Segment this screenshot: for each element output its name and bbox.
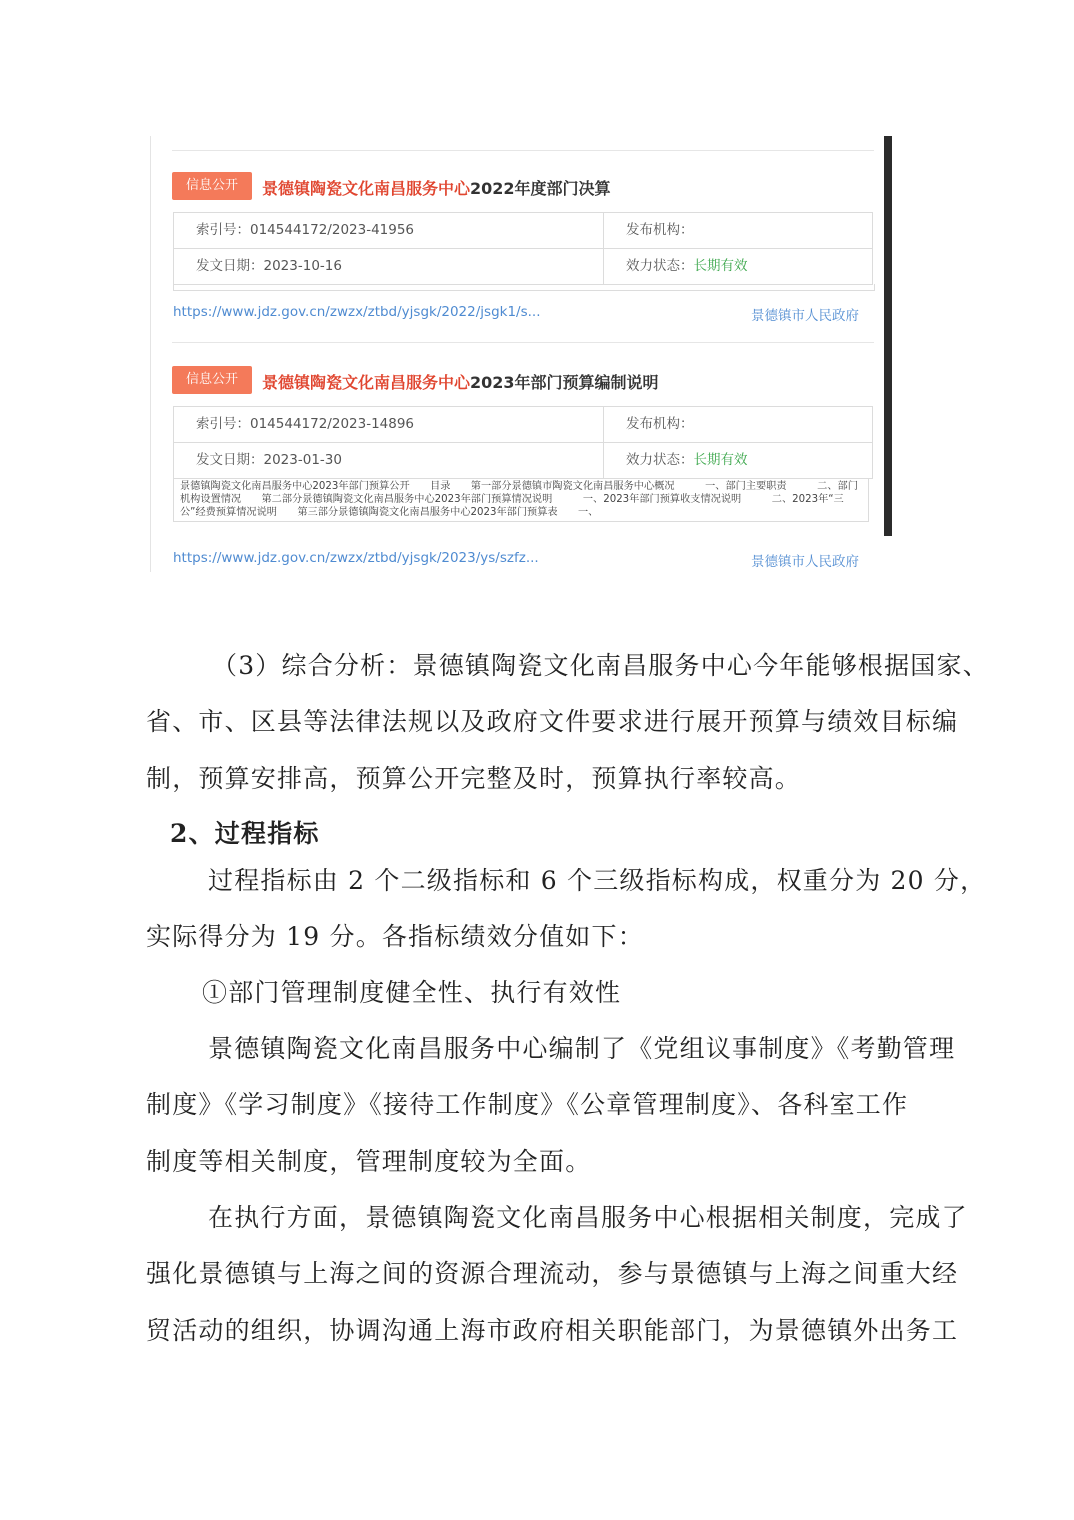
search-result <box>172 364 874 570</box>
issue-date: 发文日期：2023-10-16 <box>174 249 604 284</box>
scrollbar[interactable] <box>884 136 892 536</box>
index-number: 索引号：014544172/2023-14896 <box>174 407 604 442</box>
result-title-highlight: 景德镇陶瓷文化南昌服务中心 <box>262 179 471 198</box>
result-title-link[interactable] <box>262 370 659 393</box>
result-source[interactable]: 景德镇市人民政府 <box>751 554 859 570</box>
info-disclosure-badge: 信息公开 <box>172 366 252 394</box>
paragraph-line: 过程指标由 2 个二级指标和 6 个三级指标构成，权重分为 20 分， <box>208 866 987 895</box>
paragraph-line: 景德镇陶瓷文化南昌服务中心编制了《党组议事制度》《考勤管理 <box>208 1034 956 1063</box>
status-value: 长期有效 <box>693 258 748 274</box>
result-snippet: 景德镇陶瓷文化南昌服务中心2023年部门预算公开 目录 第一部分景德镇市陶瓷文化南昌服务中心概况 一、部门主要职责 二、部门机构设置情况 第二部分景德镇陶瓷文化南昌服务中心2023年部门预算情况说明 一、2023年部门预算收支情况说明 二、2023年“三公”经费预算情况说明 第三部分景德镇陶瓷文化南昌服务中心2023年部门预算表 一、 <box>173 478 869 522</box>
paragraph-line: 在执行方面，景德镇陶瓷文化南昌服务中心根据相关制度，完成了 <box>208 1203 968 1232</box>
divider <box>172 342 874 343</box>
result-url[interactable]: https://www.jdz.gov.cn/zwzx/ztbd/yjsgk/2022/jsgk1/s... <box>173 304 541 320</box>
section-heading: 2、过程指标 <box>170 819 320 848</box>
paragraph-line: 省、市、区县等法律法规以及政府文件要求进行展开预算与绩效目标编 <box>146 707 959 736</box>
divider <box>172 150 874 151</box>
paragraph-line: 制度》《学习制度》《接待工作制度》《公章管理制度》、各科室工作 <box>146 1090 909 1119</box>
subheading: ①部门管理制度健全性、执行有效性 <box>202 978 622 1007</box>
result-source[interactable]: 景德镇市人民政府 <box>751 308 859 324</box>
paragraph-line: 制，预算安排高，预算公开完整及时，预算执行率较高。 <box>146 764 802 793</box>
status-value: 长期有效 <box>693 452 748 468</box>
publisher: 发布机构： <box>626 222 694 238</box>
search-results-screenshot <box>150 136 892 572</box>
result-link-row <box>173 304 859 324</box>
validity-status: 效力状态：长期有效 <box>626 258 748 274</box>
result-header <box>172 364 874 398</box>
validity-status: 效力状态：长期有效 <box>626 452 748 468</box>
paragraph-line: 贸活动的组织，协调沟通上海市政府相关职能部门，为景德镇外出务工 <box>146 1316 959 1345</box>
result-link-row <box>173 550 859 570</box>
issue-date: 发文日期：2023-01-30 <box>174 443 604 478</box>
index-number: 索引号：014544172/2023-41956 <box>174 213 604 248</box>
paragraph-line: 制度等相关制度，管理制度较为全面。 <box>146 1147 592 1176</box>
result-title-rest: 2022年度部门决算 <box>470 179 611 198</box>
paragraph-line: 强化景德镇与上海之间的资源合理流动，参与景德镇与上海之间重大经 <box>146 1259 959 1288</box>
info-disclosure-badge: 信息公开 <box>172 172 252 200</box>
divider <box>173 284 875 291</box>
result-title-link[interactable] <box>262 176 611 199</box>
result-title-rest: 2023年部门预算编制说明 <box>470 373 659 392</box>
paragraph-line: （3）综合分析：景德镇陶瓷文化南昌服务中心今年能够根据国家、 <box>212 651 989 680</box>
result-header <box>172 170 874 204</box>
result-url[interactable]: https://www.jdz.gov.cn/zwzx/ztbd/yjsgk/2023/ys/szfz... <box>173 550 539 566</box>
publisher: 发布机构： <box>626 416 694 432</box>
divider <box>150 136 151 572</box>
result-meta-table <box>173 212 873 285</box>
result-meta-table <box>173 406 873 479</box>
search-result <box>172 170 874 324</box>
paragraph-line: 实际得分为 19 分。各指标绩效分值如下： <box>146 922 644 951</box>
result-title-highlight: 景德镇陶瓷文化南昌服务中心 <box>262 373 471 392</box>
